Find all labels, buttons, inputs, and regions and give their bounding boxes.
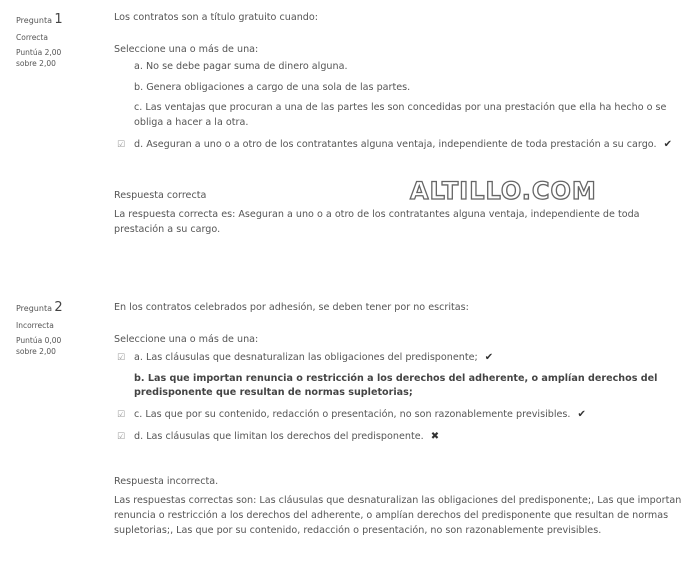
- answer-option-b[interactable]: [114, 372, 684, 402]
- answer-option-label: b. Las que importan renuncia o restricción a los derechos del adherente, o amplían derechos del predisponente que resultan de normas supletorias;: [134, 372, 658, 399]
- question-number: 2: [54, 300, 63, 315]
- correct-check-icon: ✔: [484, 351, 494, 363]
- correct-check-icon: ✔: [663, 139, 672, 151]
- question-1-info: [16, 10, 96, 69]
- answer-option-c[interactable]: [114, 407, 684, 423]
- question-text: En los contratos celebrados por adhesión, se deben tener por no escritas:: [114, 302, 469, 313]
- answer-option-label: d. Aseguran a uno o a otro de los contratantes alguna ventaja, independiente de toda prestación a su cargo.: [134, 139, 657, 151]
- watermark-logo: ALTILLO.COM: [410, 177, 597, 205]
- incorrect-cross-icon: ✖: [430, 431, 440, 443]
- question-state: Incorrecta: [16, 320, 54, 330]
- question-label: Pregunta: [16, 16, 52, 25]
- answer-option-label: b. Genera obligaciones a cargo de una sola de las partes.: [134, 81, 411, 93]
- question-1-content: [114, 11, 684, 238]
- question-score: Puntúa 0,00 sobre 2,00: [16, 335, 62, 356]
- question-number: 1: [54, 12, 63, 27]
- checkbox-checked-icon[interactable]: ☑: [117, 140, 126, 151]
- checkbox-checked-icon[interactable]: ☑: [117, 352, 126, 363]
- question-prompt: Seleccione una o más de una:: [114, 333, 259, 345]
- answer-option-a[interactable]: [114, 350, 684, 366]
- checkbox-checked-icon[interactable]: ☑: [117, 432, 126, 443]
- answer-option-label: c. Las ventajas que procuran a una de las partes les son concedidas por una prestación que ella ha hecho o se obliga a hacer a la otra.: [134, 102, 667, 129]
- answer-option-label: a. Las cláusulas que desnaturalizan las obligaciones del predisponente;: [134, 351, 478, 363]
- answer-option-label: c. Las que por su contenido, redacción o presentación, no son razonablemente previsibles.: [134, 409, 571, 421]
- feedback-title: Respuesta correcta: [114, 190, 207, 202]
- question-text: Los contratos son a título gratuito cuando:: [114, 12, 318, 23]
- answer-option-label: d. Las cláusulas que limitan los derechos del predisponente.: [134, 431, 424, 443]
- feedback-text: Las respuestas correctas son: Las cláusulas que desnaturalizan las obligaciones del predisponente;, Las que importan renuncia o restricción a los derechos del adherente, o amplían derechos del predisponente que resultan de normas supletorias;, Las que por su contenido, redacción o presentación, no son razonablemente previsibles.: [114, 494, 682, 536]
- question-2-content: [114, 301, 684, 538]
- question-score: Puntúa 2,00 sobre 2,00: [16, 47, 62, 68]
- question-label: Pregunta: [16, 304, 52, 313]
- feedback-title: Respuesta incorrecta.: [114, 476, 219, 488]
- feedback-text: La respuesta correcta es: Aseguran a uno o a otro de los contratantes alguna ventaja, independiente de toda prestación a su cargo.: [114, 208, 640, 235]
- checkbox-checked-icon[interactable]: ☑: [117, 410, 126, 421]
- question-state: Correcta: [16, 32, 48, 42]
- answer-option-label: a. No se debe pagar suma de dinero alguna.: [134, 60, 348, 72]
- answer-option-d[interactable]: [114, 429, 684, 445]
- question-1-heading: [16, 10, 96, 30]
- answer-option-a[interactable]: [114, 60, 684, 75]
- question-2-info: [16, 298, 96, 357]
- question-prompt: Seleccione una o más de una:: [114, 43, 259, 55]
- answer-option-d[interactable]: [114, 137, 684, 153]
- question-2-heading: [16, 298, 96, 318]
- answer-option-b[interactable]: [114, 81, 684, 96]
- answer-option-c[interactable]: [114, 101, 684, 131]
- correct-check-icon: ✔: [577, 409, 586, 421]
